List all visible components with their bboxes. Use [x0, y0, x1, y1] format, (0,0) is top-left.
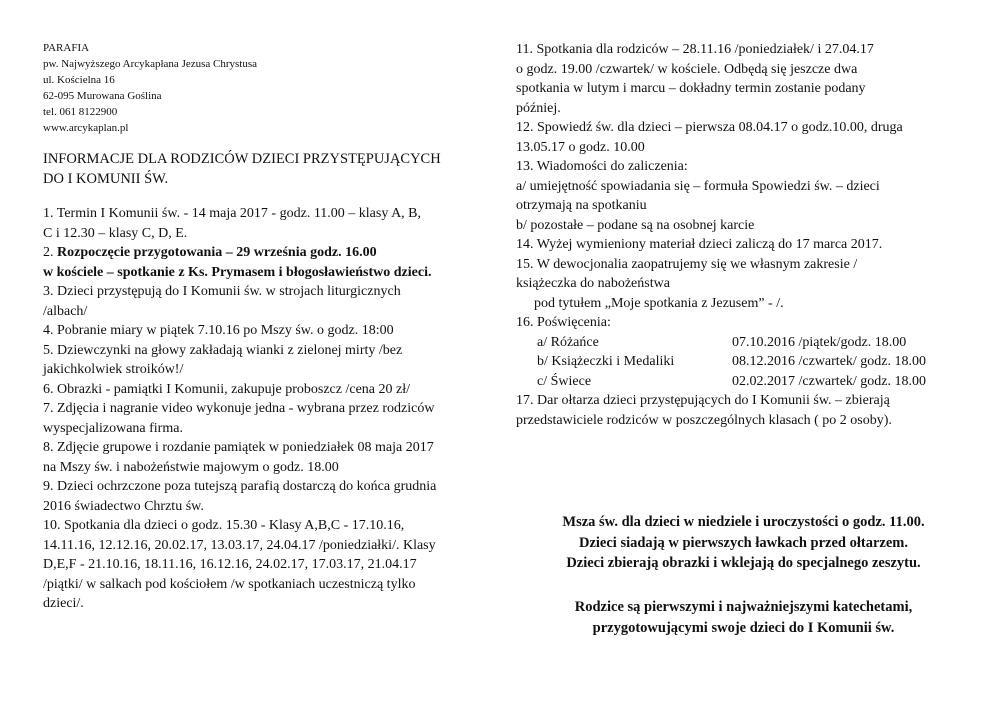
- notice-line: Rodzice są pierwszymi i najważniejszymi katechetami,: [574, 599, 913, 615]
- left-column: [43, 40, 488, 614]
- list-item-5-cont: jakichkolwiek stroików!/: [43, 362, 184, 377]
- document-title-line: INFORMACJE DLA RODZICÓW DZIECI PRZYSTĘPUJĄCYCH: [43, 151, 441, 167]
- list-item-11-cont: o godz. 19.00 /czwartek/ w kościele. Odbędą się jeszcze dwa: [516, 61, 858, 77]
- right-column: [516, 40, 971, 430]
- list-item-17: 17. Dar ołtarza dzieci przystępujących do I Komunii św. – zbierają: [516, 393, 890, 408]
- parents-notice: [516, 597, 971, 638]
- consecration-date: 07.10.2016 /piątek/godz. 18.00: [732, 334, 907, 350]
- list-item-13-a-cont: otrzymają na spotkaniu: [516, 198, 647, 213]
- list-item-7: 7. Zdjęcia i nagranie video wykonuje jedna - wybrana przez rodziców: [43, 401, 435, 416]
- list-item-6: 6. Obrazki - pamiątki I Komunii, zakupuje proboszcz /cena 20 zł/: [43, 381, 410, 397]
- list-item-3: 3. Dzieci przystępują do I Komunii św. w strojach liturgicznych: [43, 284, 401, 299]
- notice-line: Dzieci siadają w pierwszych ławkach przed ołtarzem.: [578, 534, 908, 551]
- list-item-5: 5. Dziewczynki na głowy zakładają wianki z zielonej mirty /bez: [43, 342, 403, 358]
- notice-line: Msza św. dla dzieci w niedziele i uroczystości o godz. 11.00.: [562, 514, 925, 530]
- list-item-8-cont: na Mszy św. i nabożeństwie majowym o godz. 18.00: [43, 459, 339, 475]
- list-item-14: 14. Wyżej wymieniony materiał dzieci zaliczą do 17 marca 2017.: [516, 237, 883, 252]
- list-item-10-cont: 14.11.16, 12.12.16, 20.02.17, 13.03.17, 24.04.17 /poniedziałki/. Klasy: [43, 537, 436, 553]
- consecration-item: a/ Różańce: [537, 334, 599, 350]
- consecration-item: c/ Świece: [537, 373, 592, 389]
- list-item-2: [43, 243, 488, 263]
- parish-website: www.arcykaplan.pl: [43, 122, 129, 134]
- info-list-left: [43, 204, 488, 614]
- list-item-15-indent: pod tytułem „Moje spotkania z Jezusem” - /.: [534, 295, 784, 311]
- list-item-7-cont: wyspecjalizowana firma.: [43, 420, 183, 436]
- list-item-17-cont: przedstawiciele rodziców w poszczególnych klasach ( po 2 osoby).: [516, 412, 892, 428]
- list-item-13-a: a/ umiejętność spowiadania się – formuła Spowiedzi św. – dzieci: [516, 178, 880, 194]
- list-item-1-cont: C i 12.30 – klasy C, D, E.: [43, 225, 188, 241]
- list-item-10-cont: D,E,F - 21.10.16, 18.11.16, 16.12.16, 24.02.17, 17.03.17, 21.04.17: [43, 557, 417, 572]
- list-item-12: 12. Spowiedź św. dla dzieci – pierwsza 08.04.17 o godz.10.00, druga: [516, 120, 903, 135]
- list-item-3-cont: /albach/: [43, 303, 88, 319]
- consecration-row: [516, 352, 971, 372]
- consecration-date: 02.02.2017 /czwartek/ godz. 18.00: [732, 373, 927, 389]
- list-item-13: 13. Wiadomości do zaliczenia:: [516, 159, 688, 174]
- list-item-4: 4. Pobranie miary w piątek 7.10.16 po Mszy św. o godz. 18:00: [43, 323, 394, 338]
- list-item-10-cont: dzieci/.: [43, 596, 84, 611]
- list-item-9: 9. Dzieci ochrzczone poza tutejszą parafią dostarczą do końca grudnia: [43, 479, 437, 494]
- mass-notice: [516, 512, 971, 574]
- consecration-item: b/ Książeczki i Medaliki: [537, 354, 675, 369]
- notice-line: Dzieci zbierają obrazki i wklejają do specjalnego zeszytu.: [566, 555, 921, 571]
- list-item-16: 16. Poświęcenia:: [516, 315, 611, 330]
- list-item-15-cont: książeczka do nabożeństwa: [516, 276, 670, 291]
- list-item-10-cont: /piątki/ w salkach pod kościołem /w spotkaniach uczestniczą tylko: [43, 576, 416, 592]
- list-item-9-cont: 2016 świadectwo Chrztu św.: [43, 498, 204, 514]
- document-title: [43, 149, 488, 189]
- parish-name: PARAFIA: [43, 42, 90, 54]
- start-preparation-bold: Rozpoczęcie przygotowania – 29 września godz. 16.00: [57, 245, 377, 260]
- parish-street: ul. Kościelna 16: [43, 74, 115, 86]
- list-item-2-cont: w kościele – spotkanie z Ks. Prymasem i błogosławieństwo dzieci.: [43, 264, 432, 280]
- consecration-row: [516, 333, 971, 353]
- list-item-11-cont: później.: [516, 100, 561, 116]
- list-item-8: 8. Zdjęcie grupowe i rozdanie pamiątek w poniedziałek 08 maja 2017: [43, 440, 434, 455]
- list-item-10: 10. Spotkania dla dzieci o godz. 15.30 - Klasy A,B,C - 17.10.16,: [43, 518, 405, 533]
- notice-line: przygotowującymi swoje dzieci do I Komunii św.: [592, 619, 895, 636]
- parish-city: 62-095 Murowana Goślina: [43, 90, 162, 102]
- parish-header: [43, 40, 488, 136]
- item-number: 2.: [43, 245, 57, 260]
- consecration-row: [516, 372, 971, 392]
- list-item-15: 15. W dewocjonalia zaopatrujemy się we własnym zakresie /: [516, 256, 858, 272]
- list-item-11: 11. Spotkania dla rodziców – 28.11.16 /poniedziałek/ i 27.04.17: [516, 42, 874, 57]
- parish-dedication: pw. Najwyższego Arcykapłana Jezusa Chrystusa: [43, 58, 258, 70]
- list-item-1: 1. Termin I Komunii św. - 14 maja 2017 - godz. 11.00 – klasy A, B,: [43, 206, 422, 221]
- list-item-11-cont: spotkania w lutym i marcu – dokładny termin zostanie podany: [516, 81, 866, 96]
- list-item-13-b: b/ pozostałe – podane są na osobnej karcie: [516, 217, 755, 233]
- parish-phone: tel. 061 8122900: [43, 106, 118, 118]
- document-title-line: DO I KOMUNII ŚW.: [43, 171, 169, 187]
- list-item-12-cont: 13.05.17 o godz. 10.00: [516, 139, 645, 155]
- consecration-date: 08.12.2016 /czwartek/ godz. 18.00: [732, 354, 927, 369]
